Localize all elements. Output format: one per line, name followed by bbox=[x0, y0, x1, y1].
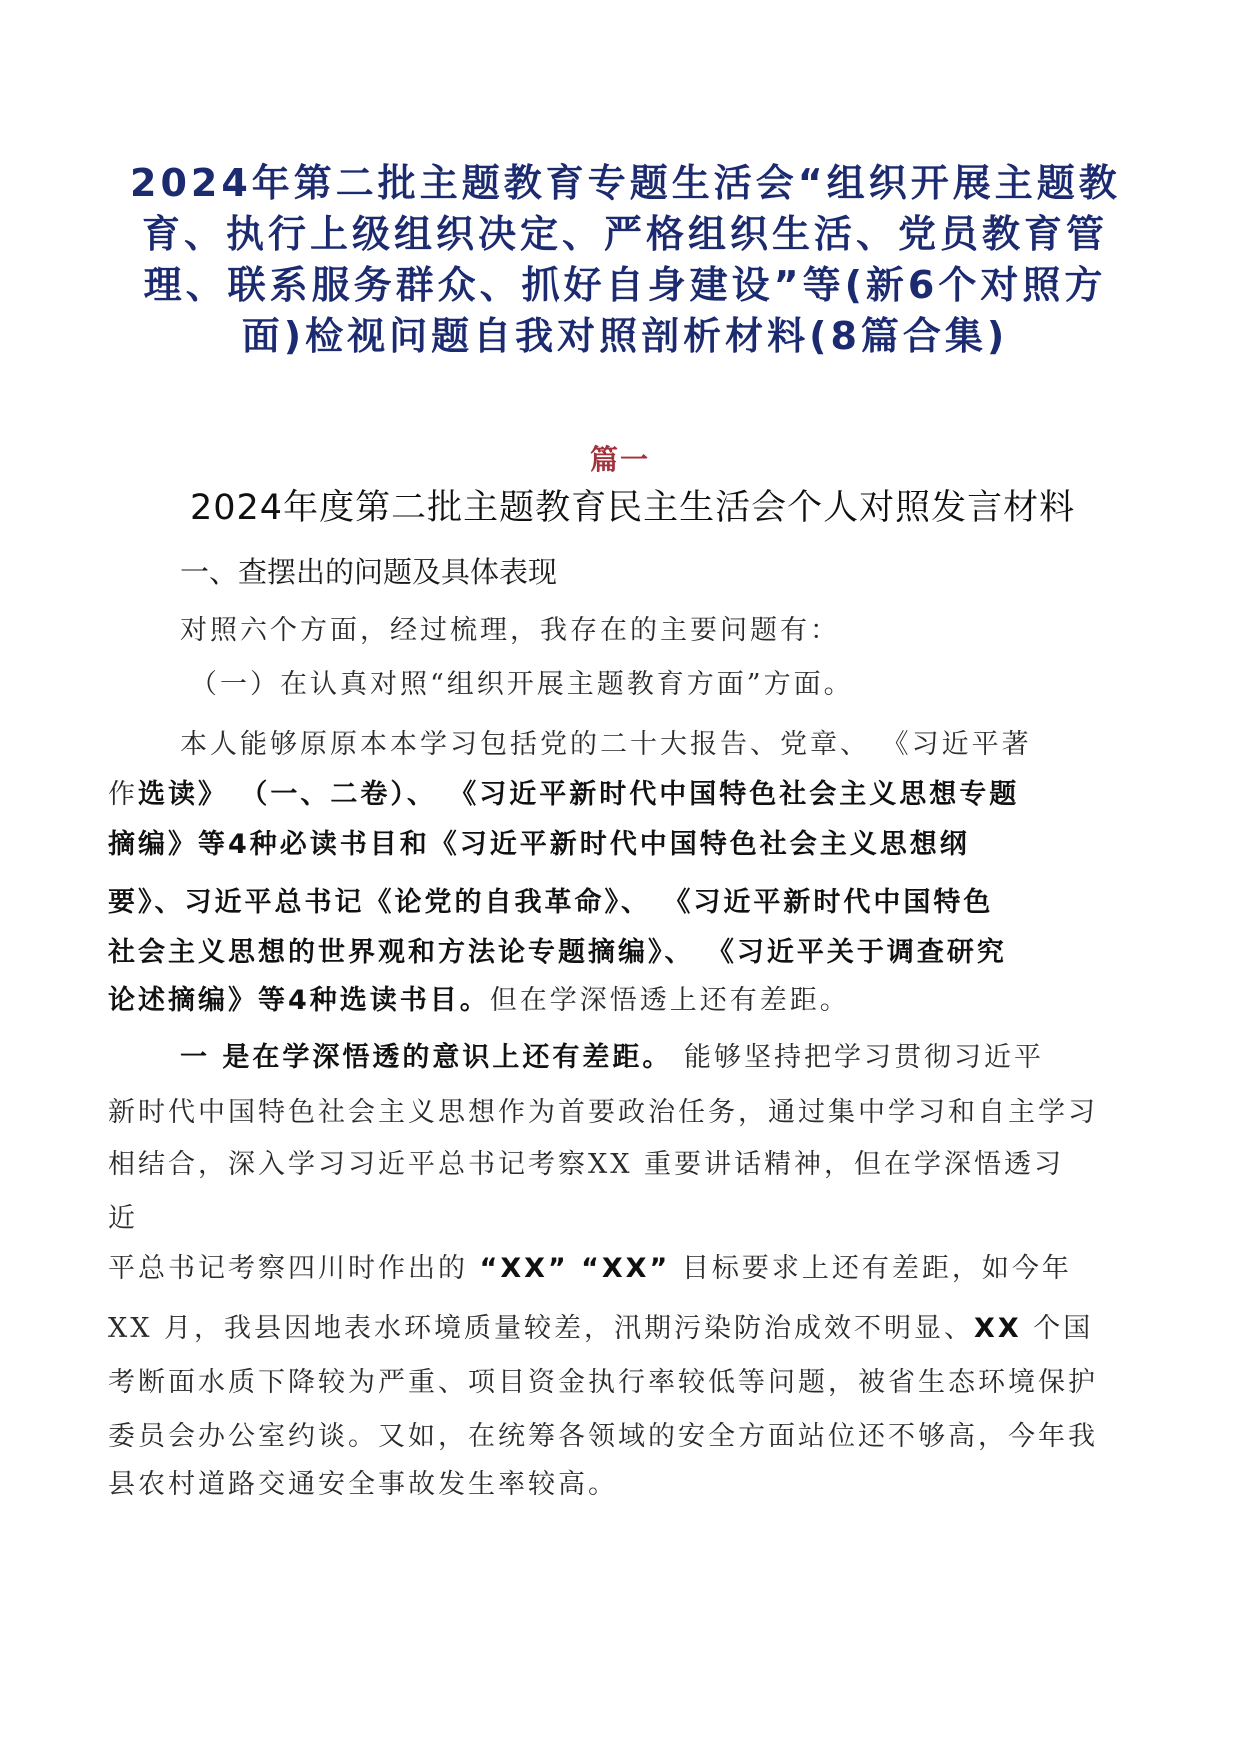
paragraph-line: 相结合，深入学习习近平总书记考察XX 重要讲话精神，但在学深悟透习 bbox=[108, 1149, 1065, 1180]
text-run: 但在学深悟透上还有差距。 bbox=[489, 985, 850, 1016]
paragraph-line bbox=[108, 772, 1138, 811]
paragraph-line: 摘编》等4种必读书目和《习近平新时代中国特色社会主义思想纲 bbox=[108, 829, 970, 860]
paragraph-line: （一）在认真对照“组织开展主题教育方面”方面。 bbox=[190, 669, 854, 700]
paragraph-line: 新时代中国特色社会主义思想作为首要政治任务，通过集中学习和自主学习 bbox=[108, 1097, 1098, 1128]
title-line-3: 理、联系服务群众、抓好自身建设”等(新6个对照方 bbox=[143, 263, 1107, 307]
text-run: 目标要求上还有差距，如今年 bbox=[670, 1253, 1072, 1284]
paragraph-line: 要》、习近平总书记《论党的自我革命》、 《习近平新时代中国特色 bbox=[108, 887, 994, 918]
paragraph-line: 委员会办公室约谈。又如，在统筹各领域的安全方面站位还不够高，今年我 bbox=[108, 1421, 1098, 1452]
section-label: 篇一 bbox=[589, 443, 650, 476]
text-run: 能够坚持把学习贯彻习近平 bbox=[672, 1042, 1044, 1073]
text-run: 个国 bbox=[1021, 1313, 1094, 1344]
title-line-2: 育、执行上级组织决定、严格组织生活、党员教育管 bbox=[141, 212, 1108, 256]
paragraph-line: 对照六个方面，经过梳理，我存在的主要问题有： bbox=[180, 615, 840, 646]
document-main-title bbox=[130, 158, 1120, 362]
article-title: 2024年度第二批主题教育民主生活会个人对照发言材料 bbox=[190, 488, 1076, 528]
paragraph-line bbox=[108, 978, 1138, 1017]
bold-text-run: XX bbox=[974, 1313, 1022, 1344]
paragraph-line: 近 bbox=[108, 1203, 138, 1234]
paragraph-line bbox=[108, 1306, 1138, 1345]
paragraph-line bbox=[180, 1035, 1210, 1074]
section-heading: 一、查摆出的问题及具体表现 bbox=[180, 555, 558, 589]
title-line-1: 2024年第二批主题教育专题生活会“组织开展主题教 bbox=[130, 161, 1121, 205]
paragraph-line: 本人能够原原本本学习包括党的二十大报告、党章、 《习近平著 bbox=[180, 729, 1032, 760]
bold-text-run: 选读》 （一、二卷）、 《习近平新时代中国特色社会主义思想专题 bbox=[138, 779, 1020, 810]
text-run: 平总书记考察四川时作出的 bbox=[108, 1253, 480, 1284]
bold-text-run: “XX” “XX” bbox=[479, 1253, 671, 1284]
text-run: 作 bbox=[108, 779, 138, 810]
text-run: XX 月，我县因地表水环境质量较差，汛期污染防治成效不明显、 bbox=[108, 1313, 975, 1344]
paragraph-line: 县农村道路交通安全事故发生率较高。 bbox=[108, 1469, 618, 1500]
bold-text-run: 一 是在学深悟透的意识上还有差距。 bbox=[180, 1042, 673, 1073]
paragraph-line bbox=[108, 1246, 1138, 1285]
paragraph-line: 社会主义思想的世界观和方法论专题摘编》、 《习近平关于调查研究 bbox=[108, 937, 1007, 968]
paragraph-line: 考断面水质下降较为严重、项目资金执行率较低等问题，被省生态环境保护 bbox=[108, 1367, 1098, 1398]
title-line-4: 面)检视问题自我对照剖析材料(8篇合集) bbox=[241, 314, 1009, 358]
bold-text-run: 论述摘编》等4种选读书目。 bbox=[108, 985, 490, 1016]
